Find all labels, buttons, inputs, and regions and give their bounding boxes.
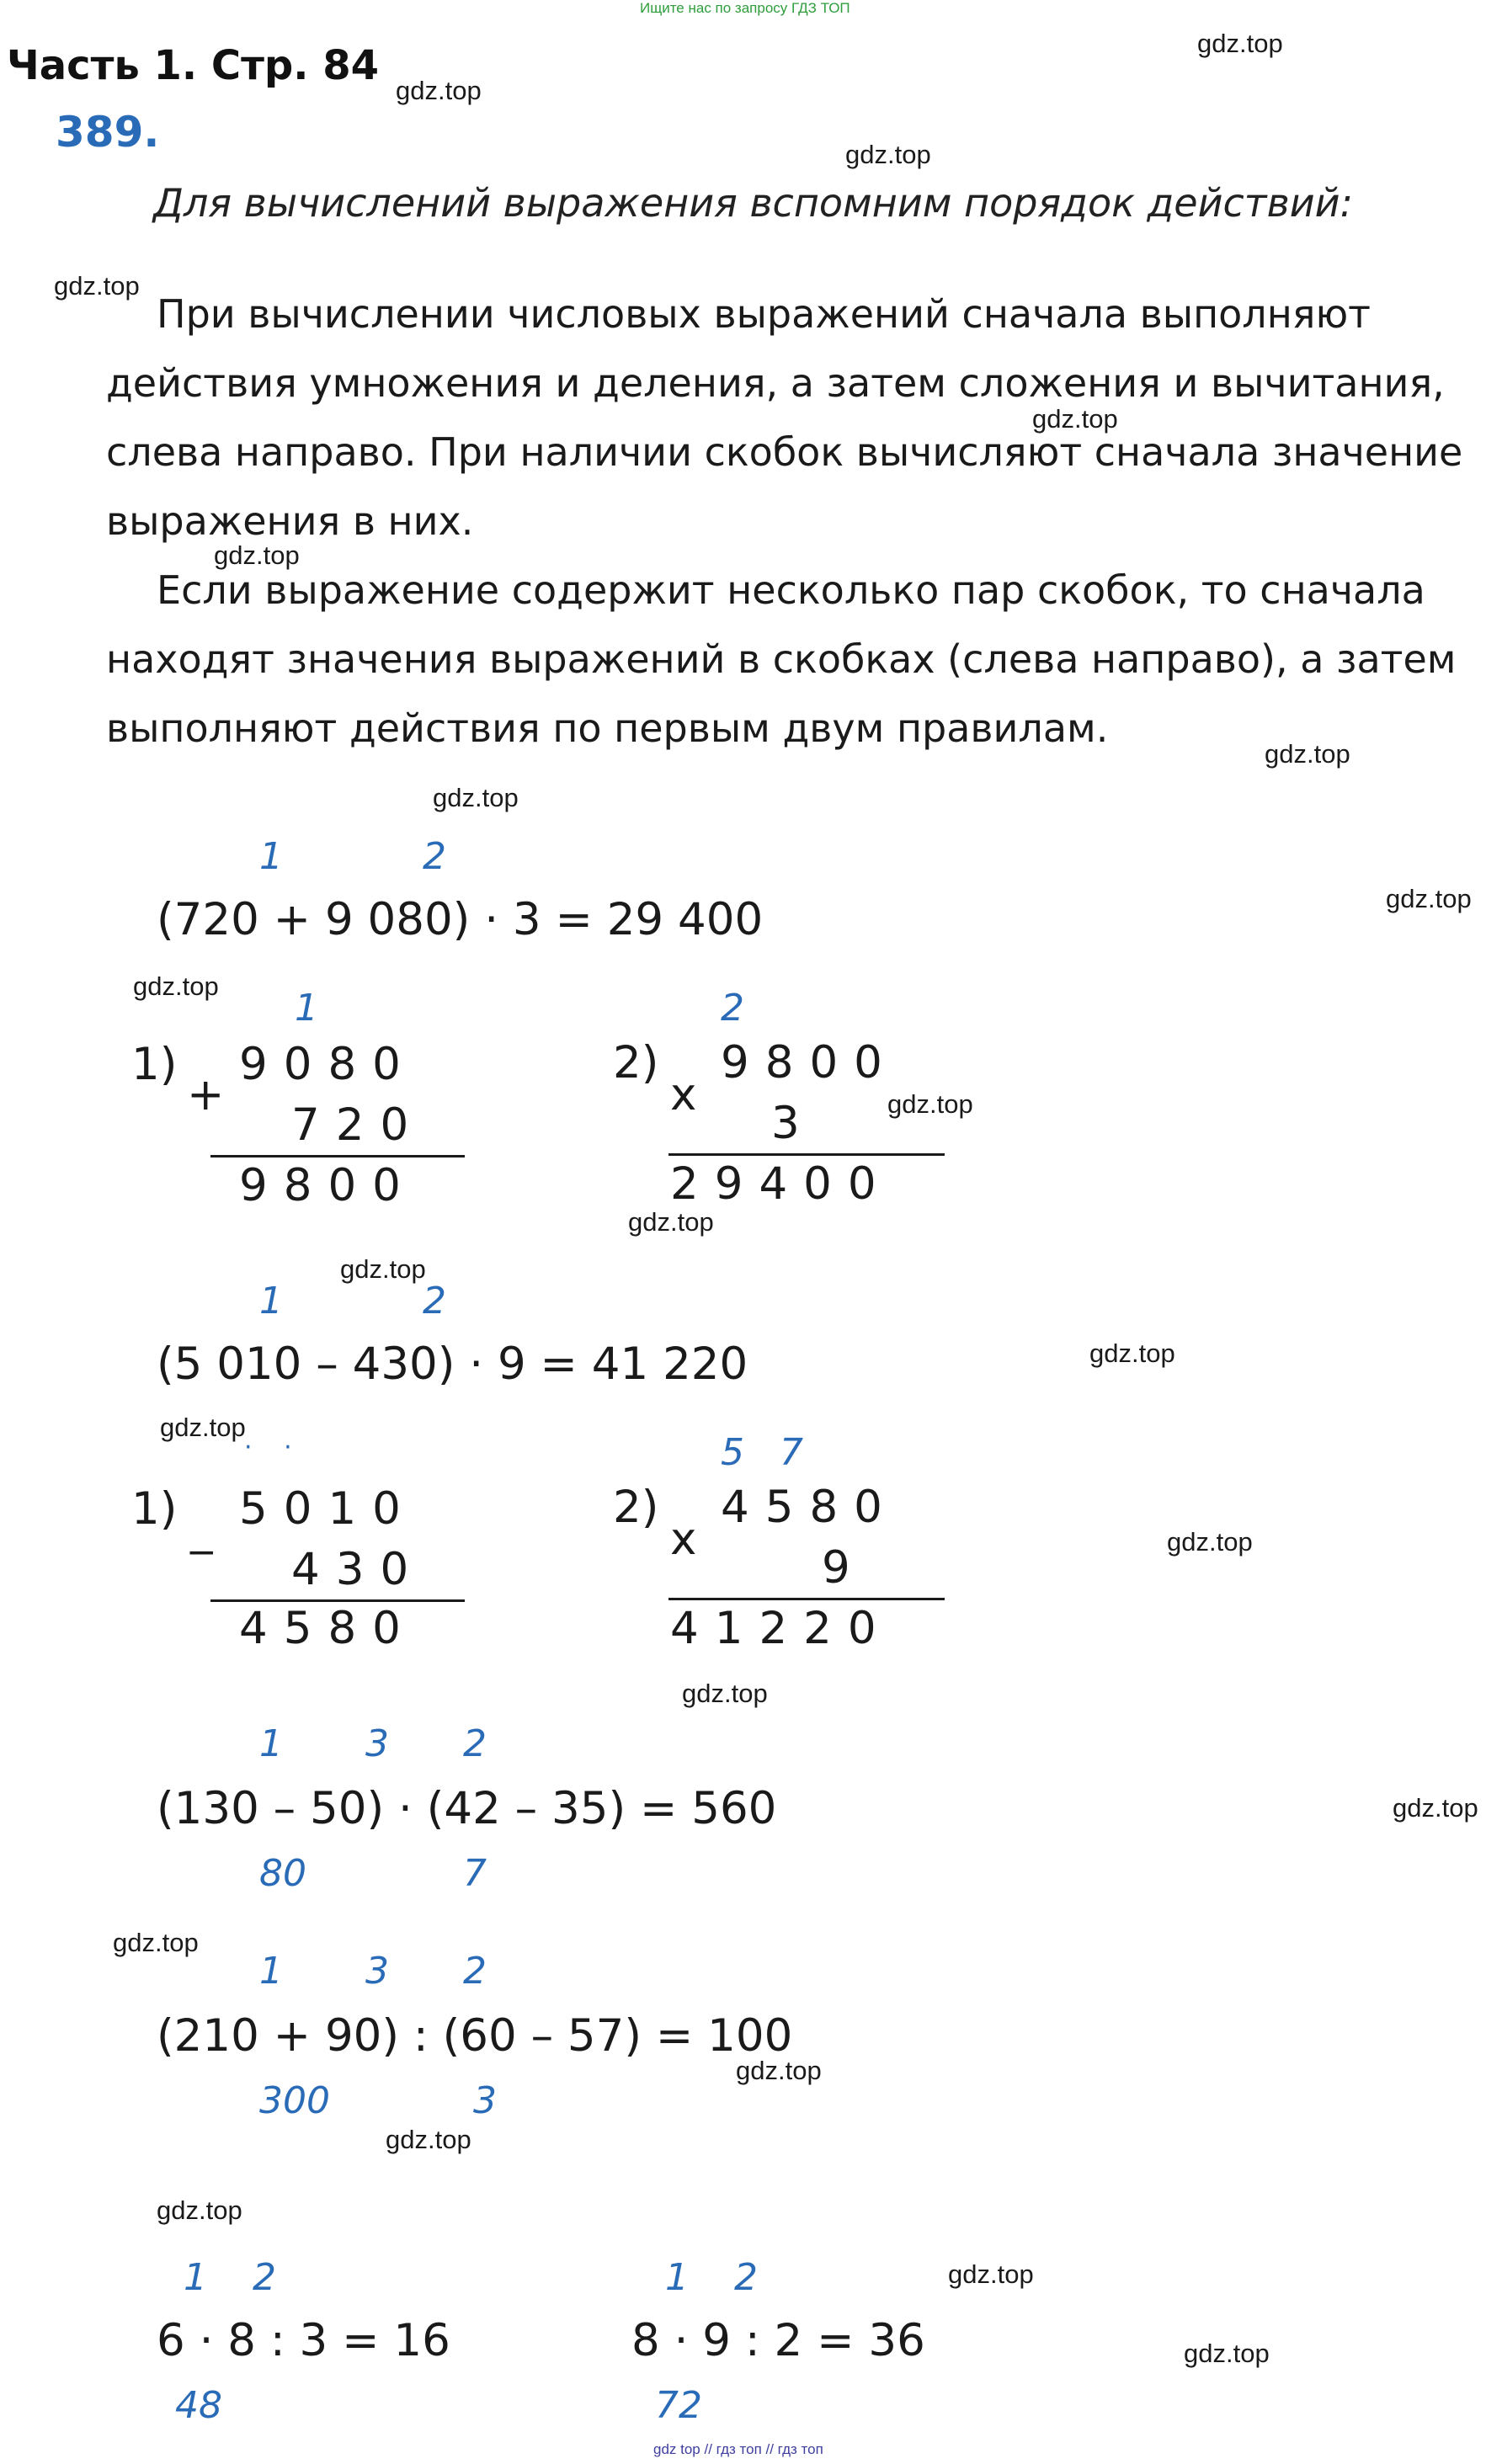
multiply-sign: x bbox=[670, 1514, 697, 1565]
top-note: Ищите нас по запросу ГДЗ ТОП bbox=[640, 0, 850, 16]
footer-note: gdz top // гдз топ // гдз топ bbox=[653, 2441, 823, 2457]
step-label: 1) bbox=[131, 1483, 178, 1535]
order-mark: 1 bbox=[184, 2256, 207, 2299]
intro-text: Для вычислений выражения вспомним порядок действий: bbox=[153, 180, 1353, 226]
order-mark: 2 bbox=[463, 1950, 487, 1993]
operand-1: 4580 bbox=[721, 1482, 898, 1533]
order-mark: 1 bbox=[665, 2256, 689, 2299]
result-line bbox=[210, 1599, 465, 1602]
order-mark: 2 bbox=[463, 1722, 487, 1765]
order-mark: 1 bbox=[259, 1950, 283, 1993]
step-label: 2) bbox=[613, 1482, 659, 1533]
watermark: gdz.top bbox=[1265, 739, 1350, 769]
operand-2: 430 bbox=[291, 1544, 425, 1595]
watermark: gdz.top bbox=[1089, 1338, 1175, 1368]
result: 29400 bbox=[670, 1158, 892, 1210]
operand-1: 9800 bbox=[721, 1037, 898, 1088]
order-mark: 2 bbox=[423, 835, 446, 878]
order-mark: 2 bbox=[734, 2256, 758, 2299]
watermark: gdz.top bbox=[1184, 2339, 1270, 2368]
watermark: gdz.top bbox=[157, 2195, 242, 2225]
watermark: gdz.top bbox=[133, 971, 219, 1001]
rule-paragraph-1: При вычислении числовых выражений сначала выполняют действия умножения и деления, а затем сложения и вычитания, слева направо. При наличии скобок вычисляют сначала значение выражения в них. bbox=[106, 291, 1463, 544]
expression: (210 + 90) : (60 – 57) = 100 bbox=[157, 2010, 793, 2062]
watermark: gdz.top bbox=[948, 2259, 1034, 2289]
watermark: gdz.top bbox=[682, 1679, 768, 1708]
watermark: gdz.top bbox=[1197, 29, 1283, 58]
order-mark: 3 bbox=[365, 1722, 389, 1765]
minus-sign: _ bbox=[190, 1503, 213, 1555]
borrow-dots: · · bbox=[244, 1433, 304, 1462]
result: 4580 bbox=[239, 1603, 417, 1654]
operand-2: 3 bbox=[771, 1098, 816, 1149]
expression: 8 · 9 : 2 = 36 bbox=[631, 2315, 925, 2366]
operand-2: 720 bbox=[291, 1099, 425, 1151]
watermark: gdz.top bbox=[1167, 1527, 1253, 1557]
operand-1: 5010 bbox=[239, 1483, 417, 1535]
step-label: 2) bbox=[613, 1037, 659, 1088]
watermark: gdz.top bbox=[433, 783, 519, 812]
expression: 6 · 8 : 3 = 16 bbox=[157, 2315, 450, 2366]
order-mark: 1 bbox=[259, 1722, 283, 1765]
task-number: 389. bbox=[56, 108, 160, 157]
watermark: gdz.top bbox=[386, 2125, 471, 2154]
result-line bbox=[668, 1598, 945, 1600]
order-mark: 2 bbox=[423, 1280, 446, 1322]
partial-result: 80 bbox=[259, 1852, 306, 1895]
partial-result: 7 bbox=[463, 1852, 487, 1895]
expression: (720 + 9 080) · 3 = 29 400 bbox=[157, 894, 764, 945]
order-mark: 2 bbox=[253, 2256, 276, 2299]
partial-result: 300 bbox=[259, 2079, 330, 2122]
watermark: gdz.top bbox=[845, 140, 931, 169]
watermark: gdz.top bbox=[113, 1928, 199, 1957]
expression: (5 010 – 430) · 9 = 41 220 bbox=[157, 1338, 748, 1390]
result-line bbox=[210, 1155, 465, 1157]
watermark: gdz.top bbox=[628, 1207, 714, 1237]
order-mark: 3 bbox=[365, 1950, 389, 1993]
watermark: gdz.top bbox=[1386, 884, 1472, 913]
watermark: gdz.top bbox=[1393, 1793, 1478, 1823]
multiply-sign: x bbox=[670, 1069, 697, 1120]
carry-digit: 2 bbox=[721, 987, 744, 1030]
watermark: gdz.top bbox=[396, 76, 482, 105]
result: 9800 bbox=[239, 1160, 417, 1211]
watermark: gdz.top bbox=[887, 1089, 973, 1119]
partial-result: 72 bbox=[655, 2384, 702, 2427]
watermark: gdz.top bbox=[214, 540, 300, 570]
plus-sign: + bbox=[187, 1069, 225, 1120]
rule-paragraph-2: Если выражение содержит несколько пар скобок, то сначала находят значения выражений в скобках (слева направо), а затем выполняют действия по первым двум правилам. bbox=[106, 567, 1457, 751]
operand-1: 9080 bbox=[239, 1039, 417, 1090]
step-label: 1) bbox=[131, 1039, 178, 1090]
watermark: gdz.top bbox=[160, 1413, 246, 1442]
result-line bbox=[668, 1153, 945, 1156]
partial-result: 48 bbox=[175, 2384, 222, 2427]
expression: (130 – 50) · (42 – 35) = 560 bbox=[157, 1783, 777, 1834]
watermark: gdz.top bbox=[340, 1254, 426, 1284]
partial-result: 3 bbox=[473, 2079, 497, 2122]
watermark: gdz.top bbox=[54, 271, 140, 301]
carry-digit: 1 bbox=[295, 987, 318, 1030]
order-mark: 1 bbox=[259, 1280, 283, 1322]
watermark: gdz.top bbox=[1032, 404, 1118, 434]
watermark: gdz.top bbox=[736, 2056, 822, 2085]
page-title: Часть 1. Стр. 84 bbox=[7, 42, 380, 89]
operand-2: 9 bbox=[822, 1542, 866, 1594]
order-mark: 1 bbox=[259, 835, 283, 878]
result: 41220 bbox=[670, 1603, 892, 1654]
carry-digits: 5 7 bbox=[721, 1431, 815, 1474]
